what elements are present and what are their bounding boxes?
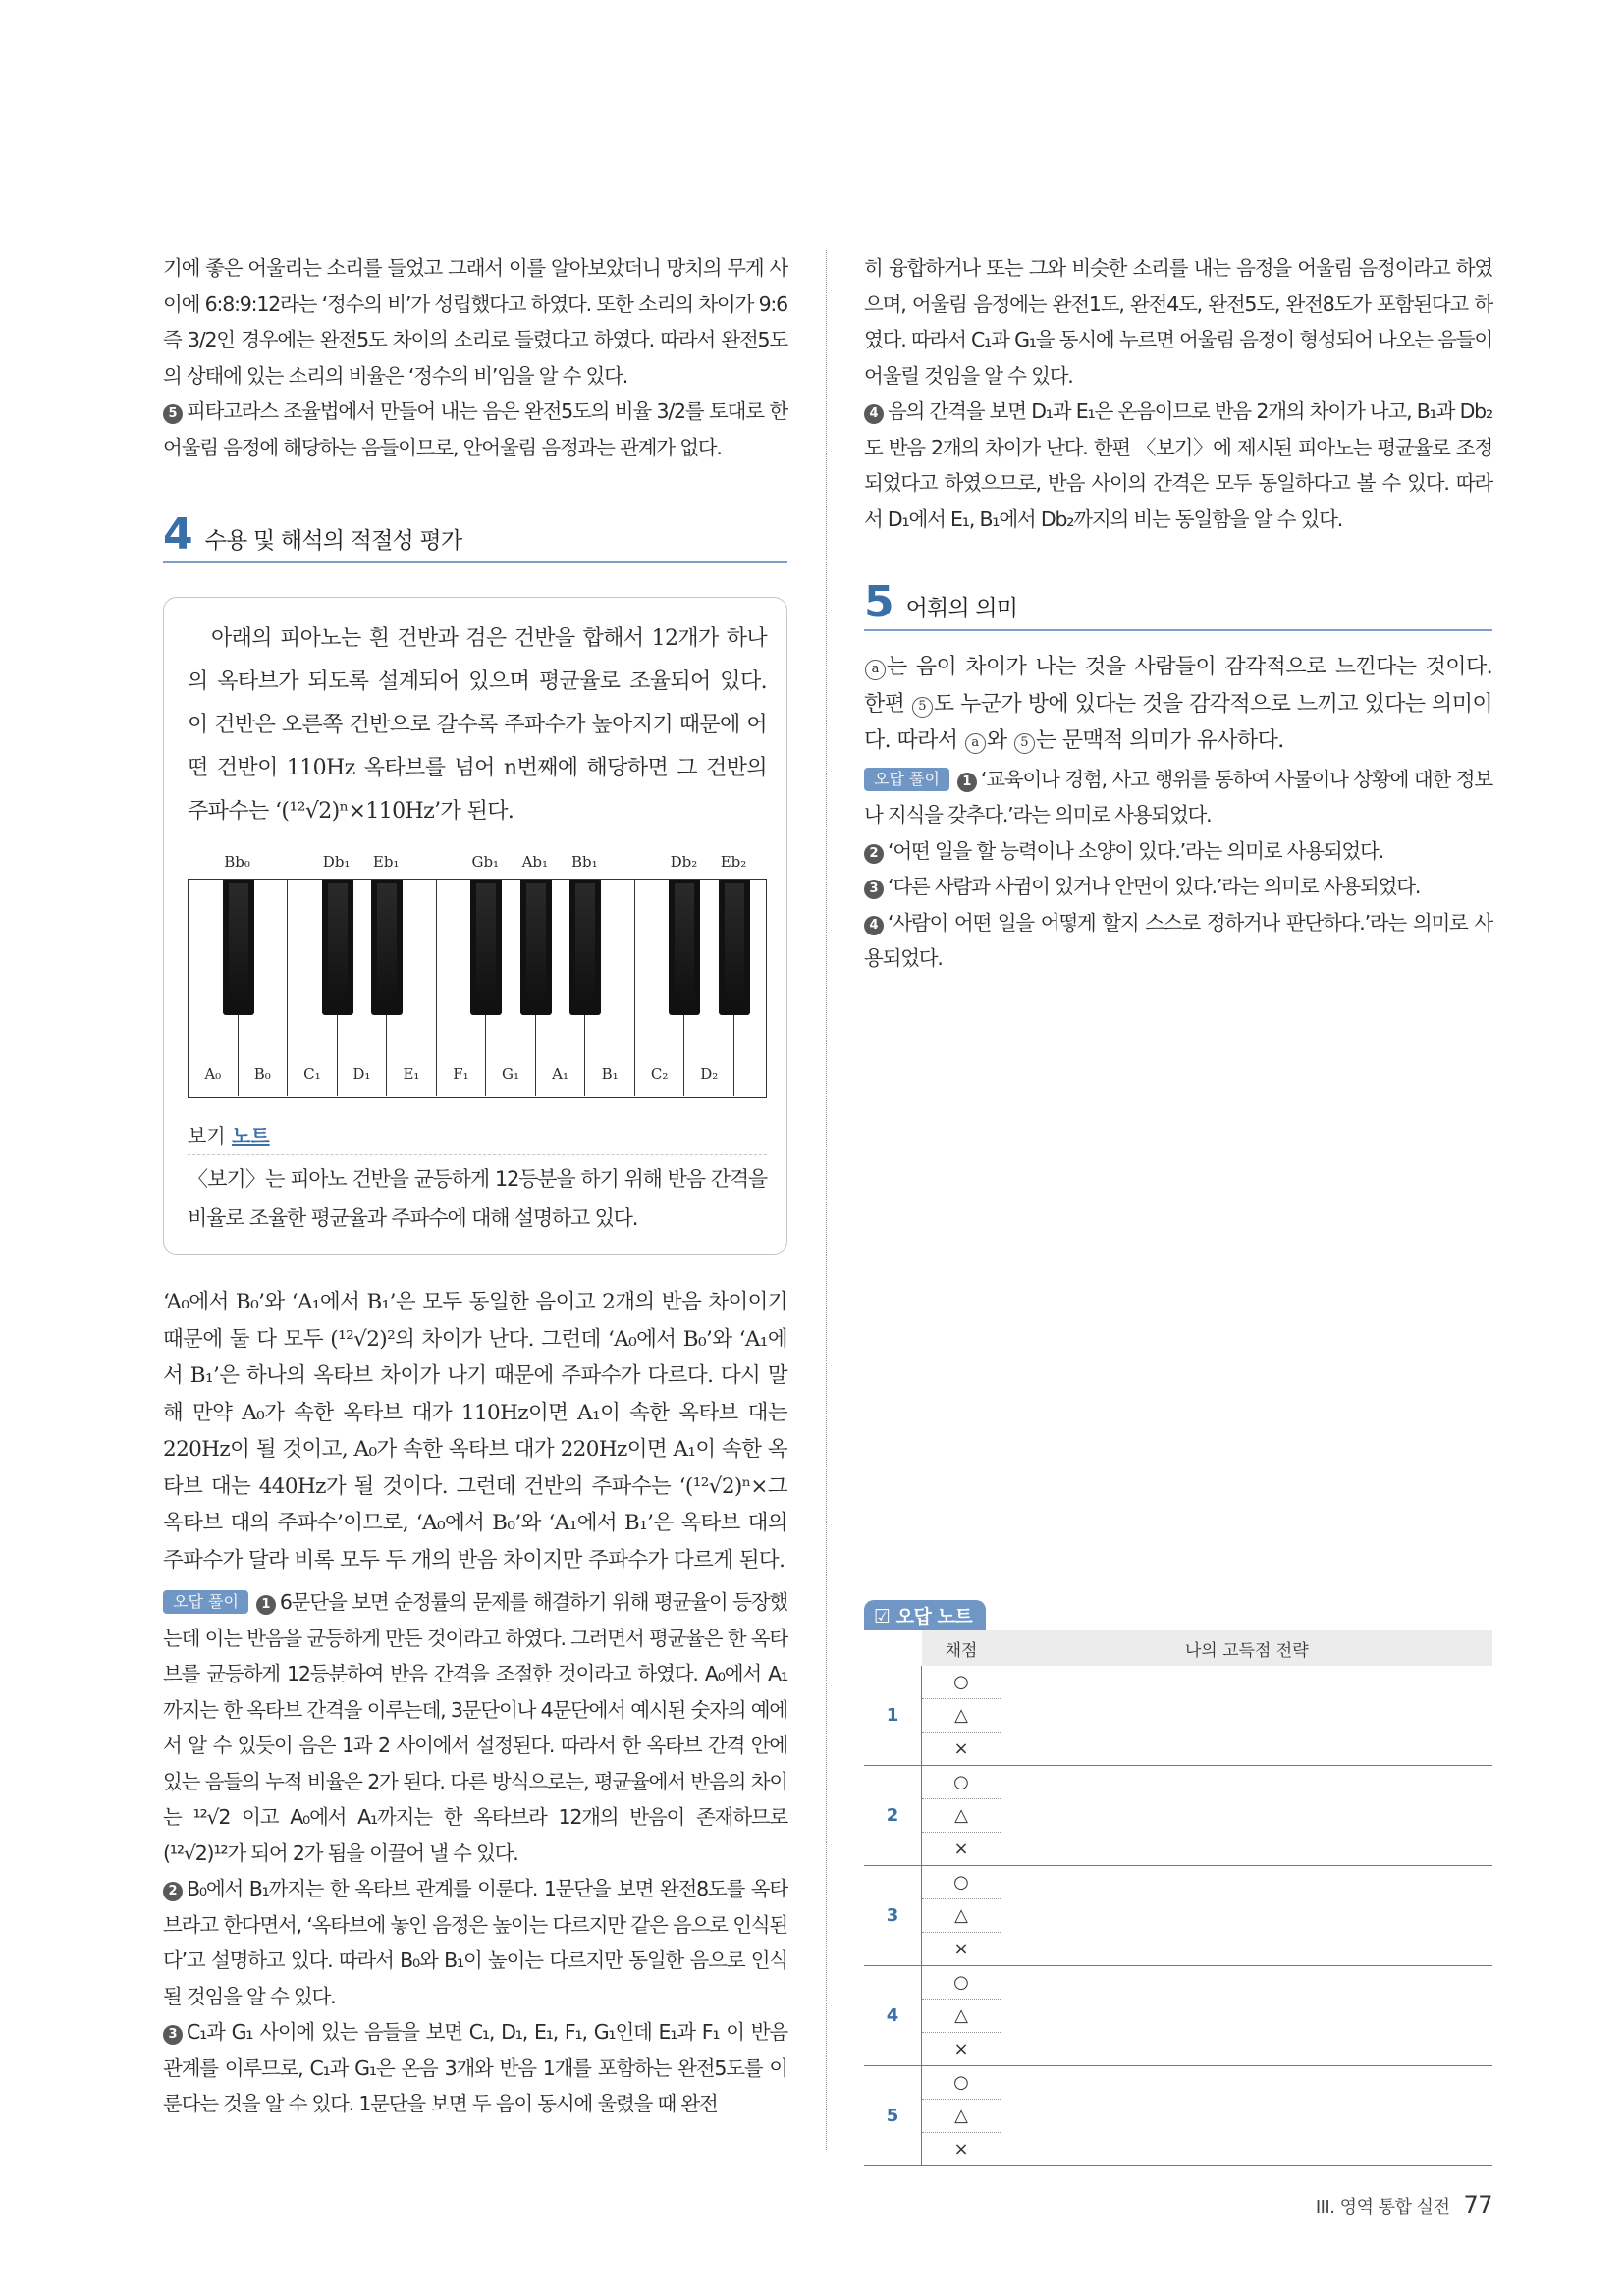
grade-row [864, 2066, 1492, 2100]
continued-paragraph: 히 융합하거나 또는 그와 비슷한 소리를 내는 음정을 어울림 음정이라고 하였으며, 어울림 음정에는 완전1도, 완전4도, 완전5도, 완전8도가 포함된다고 하였다. 따라서 C₁과 G₁을 동시에 누르면 어울림 음정이 형성되어 나오는 음들이 어울릴 것임을 알 수 있다. [864, 256, 1492, 388]
grade-mark[interactable]: △ [922, 1799, 1001, 1833]
grade-mark[interactable]: ○ [922, 1966, 1001, 2000]
wrong-answer-1 [163, 1584, 787, 1871]
grade-question-number: 5 [864, 2066, 922, 2166]
black-key-label: Gb₁ [471, 853, 500, 871]
section-4-number: 4 [163, 509, 193, 560]
white-key-label: E₁ [403, 1065, 420, 1083]
strategy-writing-space[interactable] [1001, 1666, 1493, 1766]
white-key-label: A₁ [552, 1065, 568, 1083]
white-key-label: D₁ [352, 1065, 371, 1083]
grade-header-blank [864, 1630, 922, 1666]
grade-mark[interactable]: × [922, 1733, 1001, 1766]
right-wrong-1-text: ‘교육이나 경험, 사고 행위를 통하여 사물이나 상황에 대한 정보나 지식을 갖추다.’라는 의미로 사용되었다. [864, 767, 1492, 827]
right-wrong-2 [864, 833, 1492, 870]
section-5-number: 5 [864, 577, 894, 627]
right-column [864, 250, 1492, 977]
black-key-label: Bb₀ [224, 853, 250, 871]
page-number: 77 [1463, 2191, 1492, 2218]
grade-mark[interactable]: × [922, 1933, 1001, 1966]
white-key-label: D₂ [700, 1065, 719, 1083]
black-key [520, 880, 552, 1015]
wrong-answer-1-text: 6문단을 보면 순정률의 문제를 해결하기 위해 평균율이 등장했는데 이는 반음을 균등하게 만든 것이라고 하였다. 그러면서 평균율은 한 옥타브를 균등하게 12등분하여 반음 간격을 조절한 것이라고 하였다. A₀에서 A₁까지는 한 옥타브 간격을 이루는데, 3문단이나 4문단에서 예시된 숫자의 예에서 알 수 있듯이 음은 1과 2 사이에서 설정된다. 따라서 한 옥타브 간격 안에 있는 음들의 누적 비율은 2가 된다. 다른 방식으로는, 평균율에서 반음의 차이는 ¹²√2 이고 A₀에서 A₁까지는 한 옥타브라 12개의 반음이 존재하므로 (¹²√2)¹²가 되어 2가 됨을 이끌어 낼 수 있다. [163, 1590, 787, 1865]
grade-mark[interactable]: ○ [922, 1666, 1001, 1699]
wrong-answer-tag: 오답 풀이 [163, 1590, 248, 1614]
wrong-answer-4 [864, 394, 1492, 537]
choice-number-badge: 4 [864, 404, 884, 424]
grade-header-strategy: 나의 고득점 전략 [1001, 1630, 1493, 1666]
black-key-label: Ab₁ [521, 853, 549, 871]
example-box [163, 597, 787, 1255]
choice-number-badge: 5 [163, 404, 183, 424]
grade-question-number: 1 [864, 1666, 922, 1766]
grade-mark[interactable]: × [922, 2033, 1001, 2066]
grade-question-number: 4 [864, 1966, 922, 2066]
piano-keyboard [188, 879, 767, 1098]
wrong-answer-2 [163, 1871, 787, 2014]
note-title [188, 1120, 767, 1148]
grade-mark[interactable]: × [922, 1833, 1001, 1866]
circled-a: a [865, 660, 886, 680]
black-key-labels [188, 847, 767, 879]
section-4-heading [163, 509, 787, 563]
grade-mark[interactable]: ○ [922, 1866, 1001, 1899]
strategy-writing-space[interactable] [1001, 1966, 1493, 2066]
note-title-b: 노트 [232, 1124, 270, 1148]
circled-5: 5 [912, 697, 933, 718]
piano-figure [188, 847, 767, 1102]
note-divider [188, 1154, 767, 1155]
black-key [470, 880, 502, 1015]
choice-number-badge: 2 [864, 844, 884, 864]
column-divider [826, 250, 827, 2150]
black-key [719, 880, 750, 1015]
section-4-title: 수용 및 해석의 적절성 평가 [204, 528, 462, 554]
note-text: 〈보기〉는 피아노 건반을 균등하게 12등분을 하기 위해 반음 간격을 비율로 조율한 평균율과 주파수에 대해 설명하고 있다. [188, 1167, 767, 1230]
s5-text-2: 도 누군가 방에 있다는 것을 감각적으로 느끼고 있다는 의미이다. 따라서 [864, 691, 1492, 753]
grade-question-number: 3 [864, 1866, 922, 1966]
wrong-answer-3-text: C₁과 G₁ 사이에 있는 음들을 보면 C₁, D₁, E₁, F₁, G₁인데 E₁과 F₁ 이 반음 관계를 이루므로, C₁과 G₁은 온음 3개와 반음 1개를 포함하는 완전5도를 이룬다는 것을 알 수 있다. 1문단을 보면 두 음이 동시에 울렸을 때 완전 [163, 2020, 787, 2115]
black-key [223, 880, 254, 1015]
intro-paragraph: 기에 좋은 어울리는 소리를 들었고 그래서 이를 알아보았더니 망치의 무게 사이에 6:8:9:12라는 ‘정수의 비’가 성립했다고 하였다. 또한 소리의 차이가 9:6 즉 3/2인 경우에는 완전5도 차이의 소리로 들렸다고 하였다. 따라서 완전5도의 상태에 있는 소리의 비율은 ‘정수의 비’임을 알 수 있다. [163, 256, 787, 388]
grade-table [864, 1630, 1492, 2166]
intro-choice-5-text: 피타고라스 조율법에서 만들어 내는 음은 완전5도의 비율 3/2를 토대로 한 어울림 음정에 해당하는 음들이므로, 안어울림 음정과는 관계가 없다. [163, 400, 787, 459]
black-key [371, 880, 403, 1015]
black-key-label: Db₁ [322, 853, 351, 871]
s5-text-3: 와 [986, 728, 1007, 753]
example-box-text: 아래의 피아노는 흰 건반과 검은 건반을 합해서 12개가 하나의 옥타브가 되도록 설계되어 있으며 평균율로 조율되어 있다. 이 건반은 오른쪽 건반으로 갈수록 주파수가 높아지기 때문에 어떤 건반이 110Hz 옥타브를 넘어 n번째에 해당하면 그 건반의 주파수는 ‘(¹²√2)ⁿ×110Hz’가 된다. [188, 626, 767, 824]
grade-mark[interactable]: △ [922, 2100, 1001, 2133]
choice-number-badge: 1 [256, 1595, 276, 1615]
wrong-answer-note [864, 1600, 1492, 2166]
grade-mark[interactable]: × [922, 2133, 1001, 2166]
intro-choice-5 [163, 394, 787, 465]
black-key-label: Bb₁ [571, 853, 598, 871]
right-wrong-3 [864, 869, 1492, 905]
wrong-answer-note-tab [864, 1600, 986, 1630]
strategy-writing-space[interactable] [1001, 1766, 1493, 1866]
grade-mark[interactable]: ○ [922, 2066, 1001, 2100]
right-wrong-1 [864, 762, 1492, 833]
white-key-label: C₁ [303, 1065, 321, 1083]
wrong-answer-3 [163, 2014, 787, 2122]
grade-question-number: 2 [864, 1766, 922, 1866]
choice-number-badge: 3 [864, 880, 884, 899]
black-key-label: Eb₂ [720, 853, 747, 871]
footer-section: III. 영역 통합 실전 [1315, 2197, 1450, 2217]
black-key [669, 880, 700, 1015]
choice-number-badge: 2 [163, 1882, 183, 1901]
right-wrong-4 [864, 905, 1492, 977]
black-key-label: Db₂ [670, 853, 698, 871]
choice-number-badge: 1 [957, 773, 977, 792]
grade-header-score: 채점 [922, 1630, 1001, 1666]
right-wrong-4-text: ‘사람이 어떤 일을 어떻게 할지 스스로 정하거나 판단하다.’라는 의미로 사용되었다. [864, 910, 1492, 970]
white-key-label: G₁ [502, 1065, 520, 1083]
black-key [322, 880, 353, 1015]
grade-mark[interactable]: ○ [922, 1766, 1001, 1799]
circled-a-2: a [965, 733, 986, 754]
white-key-label: C₂ [650, 1065, 669, 1083]
grade-row [864, 1866, 1492, 1899]
circled-5-2: 5 [1014, 733, 1035, 754]
grade-body [864, 1666, 1492, 2166]
wrong-answer-4-text: 음의 간격을 보면 D₁과 E₁은 온음이므로 반음 2개의 차이가 나고, B₁과 Db₂도 반음 2개의 차이가 난다. 한편 〈보기〉에 제시된 피아노는 평균율로 조정되었다고 하였으므로, 반음 사이의 간격은 모두 동일하다고 볼 수 있다. 따라서 D₁에서 E₁, B₁에서 Db₂까지의 비는 동일함을 알 수 있다. [864, 400, 1492, 531]
right-wrong-3-text: ‘다른 사람과 사귐이 있거나 안면이 있다.’라는 의미로 사용되었다. [888, 875, 1421, 898]
note-title-a: 보기 [188, 1124, 226, 1148]
grade-header-row [864, 1630, 1492, 1666]
grade-mark[interactable]: △ [922, 1699, 1001, 1733]
section-5-heading [864, 577, 1492, 631]
right-wrong-2-text: ‘어떤 일을 할 능력이나 소양이 있다.’라는 의미로 사용되었다. [888, 838, 1383, 863]
strategy-writing-space[interactable] [1001, 1866, 1493, 1966]
section-5-title: 어휘의 의미 [905, 596, 1018, 621]
black-key-label: Eb₁ [372, 853, 400, 871]
white-key-label: B₁ [601, 1065, 619, 1083]
grade-row [864, 1766, 1492, 1799]
wrong-answer-2-text: B₀에서 B₁까지는 한 옥타브 관계를 이룬다. 1문단을 보면 완전8도를 옥타브라고 한다면서, ‘옥타브에 놓인 음정은 높이는 다르지만 같은 음으로 인식된다’고 설명하고 있다. 따라서 B₀와 B₁이 높이는 다르지만 동일한 음으로 인식될 것임을 알 수 있다. [163, 1877, 787, 2008]
s5-text-4: 는 문맥적 의미가 유사하다. [1035, 728, 1284, 753]
choice-number-badge: 3 [163, 2025, 183, 2045]
grade-row [864, 1966, 1492, 2000]
white-key-label: B₀ [253, 1065, 271, 1083]
page-footer [1316, 2191, 1492, 2218]
grade-mark[interactable]: △ [922, 1899, 1001, 1933]
strategy-writing-space[interactable] [1001, 2066, 1493, 2166]
black-key [569, 880, 601, 1015]
check-icon: ☑ [874, 1606, 891, 1628]
analysis-paragraph: ‘A₀에서 B₀’와 ‘A₁에서 B₁’은 모두 동일한 음이고 2개의 반음 차이이기 때문에 둘 다 모두 (¹²√2)²의 차이가 난다. 그런데 ‘A₀에서 B₀’와 ‘A₁에서 B₁’은 하나의 옥타브 차이가 나기 때문에 주파수가 다르다. 다시 말해 만약 A₀가 속한 옥타브 대가 110Hz이면 A₁이 속한 옥타브 대는 220Hz이 될 것이고, A₀가 속한 옥타브 대가 220Hz이면 A₁이 속한 옥타브 대는 440Hz가 될 것이다. 그런데 건반의 주파수는 ‘(¹²√2)ⁿ×그 옥타브 대의 주파수’이므로, ‘A₀에서 B₀’와 ‘A₁에서 B₁’은 옥타브 대의 주파수가 달라 비록 모두 두 개의 반음 차이지만 주파수가 다르게 된다. [163, 1290, 787, 1573]
s5-text-1: 는 음이 차이가 나는 것을 사람들이 감각적으로 느낀다는 것이다. 한편 [864, 655, 1492, 717]
grade-row [864, 1666, 1492, 1699]
wrong-answer-tag: 오답 풀이 [864, 768, 949, 791]
white-key-label: A₀ [204, 1065, 222, 1083]
section-5-explanation [864, 649, 1492, 760]
left-column [163, 250, 787, 2122]
wrong-answer-note-title: 오답 노트 [895, 1606, 973, 1628]
white-key-label: F₁ [453, 1065, 469, 1083]
grade-mark[interactable]: △ [922, 2000, 1001, 2033]
choice-number-badge: 4 [864, 916, 884, 935]
